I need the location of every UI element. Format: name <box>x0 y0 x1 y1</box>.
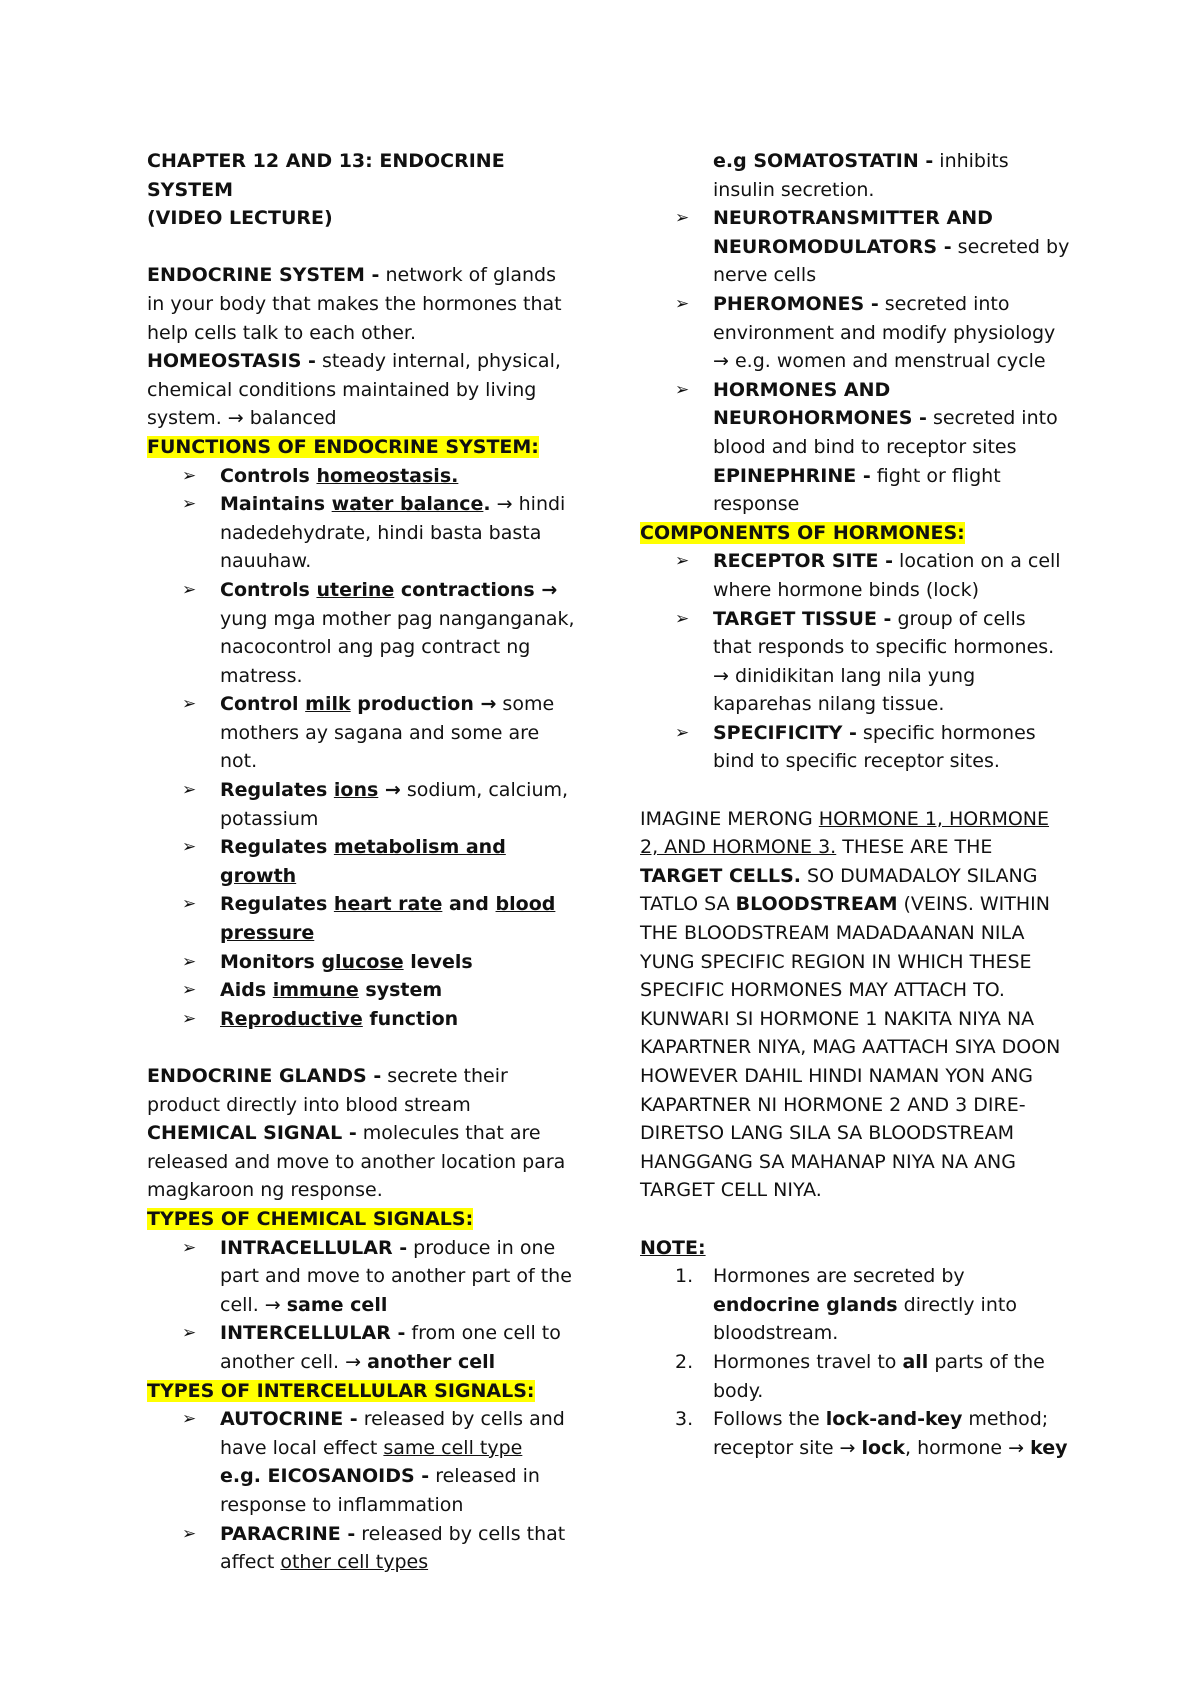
endocrine-glands-definition: ENDOCRINE GLANDS - secrete their product directly into blood stream <box>147 1065 508 1116</box>
list-item: ➢ Controls uterine contractions → yung mga mother pag nanganganak, nacocontrol ang pag contract ng matress. <box>220 576 577 690</box>
somatostatin-example: e.g SOMATOSTATIN - inhibits insulin secretion. <box>713 150 1009 201</box>
list-item: ➢ Maintains water balance. → hindi nadedehydrate, hindi basta basta nauuhaw. <box>220 490 577 576</box>
list-item: 3. Follows the lock-and-key method; receptor site → lock, hormone → key <box>675 1408 1068 1459</box>
left-column <box>147 147 577 1577</box>
components-heading: COMPONENTS OF HORMONES: <box>640 521 965 544</box>
types-intercellular-signals-heading: TYPES OF INTERCELLULAR SIGNALS: <box>147 1379 535 1402</box>
note-list <box>640 1262 1070 1462</box>
chemical-signals-list <box>147 1234 577 1377</box>
types-chemical-signals-heading: TYPES OF CHEMICAL SIGNALS: <box>147 1207 474 1230</box>
list-item: ➢ RECEPTOR SITE - location on a cell where hormone binds (lock) <box>713 547 1070 604</box>
list-item: ➢ NEUROTRANSMITTER AND NEUROMODULATORS - secreted by nerve cells <box>713 204 1070 290</box>
list-item: ➢ PARACRINE - released by cells that affect other cell types <box>220 1520 577 1577</box>
list-item: ➢ Regulates ions → sodium, calcium, potassium <box>220 776 577 833</box>
list-item: ➢ Monitors glucose levels <box>220 948 577 977</box>
list-item: ➢ AUTOCRINE - released by cells and have local effect same cell type e.g. EICOSANOIDS - released in response to inflammation <box>220 1405 577 1519</box>
list-item: ➢ TARGET TISSUE - group of cells that responds to specific hormones. → dinidikitan lang nila yung kaparehas nilang tissue. <box>713 605 1070 719</box>
endocrine-system-definition: ENDOCRINE SYSTEM - network of glands in your body that makes the hormones that help cells talk to each other. <box>147 264 562 344</box>
list-item: ➢ Regulates heart rate and blood pressure <box>220 890 577 947</box>
chemical-signal-definition: CHEMICAL SIGNAL - molecules that are released and move to another location para magkaroon ng response. <box>147 1122 566 1202</box>
note-heading: NOTE: <box>640 1236 706 1259</box>
list-item: ➢ Control milk production → some mothers ay sagana and some are not. <box>220 690 577 776</box>
components-list <box>640 547 1070 776</box>
list-item: ➢ SPECIFICITY - specific hormones bind to specific receptor sites. <box>713 719 1070 776</box>
chapter-title: CHAPTER 12 AND 13: ENDOCRINE SYSTEM <box>147 150 505 201</box>
intercellular-signals-list <box>147 1405 577 1577</box>
list-item: ➢ Controls homeostasis. <box>220 462 577 491</box>
list-item: ➢ HORMONES AND NEUROHORMONES - secreted into blood and bind to receptor sites EPINEPHRINE - fight or flight response <box>713 376 1070 519</box>
right-column <box>640 147 1070 1462</box>
functions-list <box>147 462 577 1034</box>
list-item: ➢ Aids immune system <box>220 976 577 1005</box>
list-item: 2. Hormones travel to all parts of the body. <box>675 1350 1045 1402</box>
imagine-paragraph: IMAGINE MERONG HORMONE 1, HORMONE 2, AND HORMONE 3. THESE ARE THE TARGET CELLS. SO DUMADALOY SILANG TATLO SA BLOODSTREAM (VEINS. WITHIN THE BLOODSTREAM MADADAANAN NILA YUNG SPECIFIC REGION IN WHICH THESE SPECIFIC HORMONES MAY ATTACH TO. KUNWARI SI HORMONE 1 NAKITA NIYA NA KAPARTNER NIYA, MAG AATTACH SIYA DOON HOWEVER DAHIL HINDI NAMAN YON ANG KAPARTNER NI HORMONE 2 AND 3 DIRE-DIRETSO LANG SILA SA BLOODSTREAM HANGGANG SA MAHANAP NIYA NA ANG TARGET CELL NIYA. <box>640 807 1061 1202</box>
chapter-subtitle: (VIDEO LECTURE) <box>147 207 333 230</box>
list-item: ➢ PHEROMONES - secreted into environment and modify physiology → e.g. women and menstrual cycle <box>713 290 1070 376</box>
list-item: ➢ INTRACELLULAR - produce in one part and move to another part of the cell. → same cell <box>220 1234 577 1320</box>
list-item: ➢ INTERCELLULAR - from one cell to another cell. → another cell <box>220 1319 577 1376</box>
functions-heading: FUNCTIONS OF ENDOCRINE SYSTEM: <box>147 435 539 458</box>
signal-types-list <box>640 204 1070 519</box>
homeostasis-definition: HOMEOSTASIS - steady internal, physical, chemical conditions maintained by living system. → balanced <box>147 350 561 430</box>
list-item: 1. Hormones are secreted by endocrine glands directly into bloodstream. <box>675 1265 1017 1345</box>
list-item: ➢ Regulates metabolism and growth <box>220 833 577 890</box>
list-item: ➢ Reproductive function <box>220 1005 577 1034</box>
